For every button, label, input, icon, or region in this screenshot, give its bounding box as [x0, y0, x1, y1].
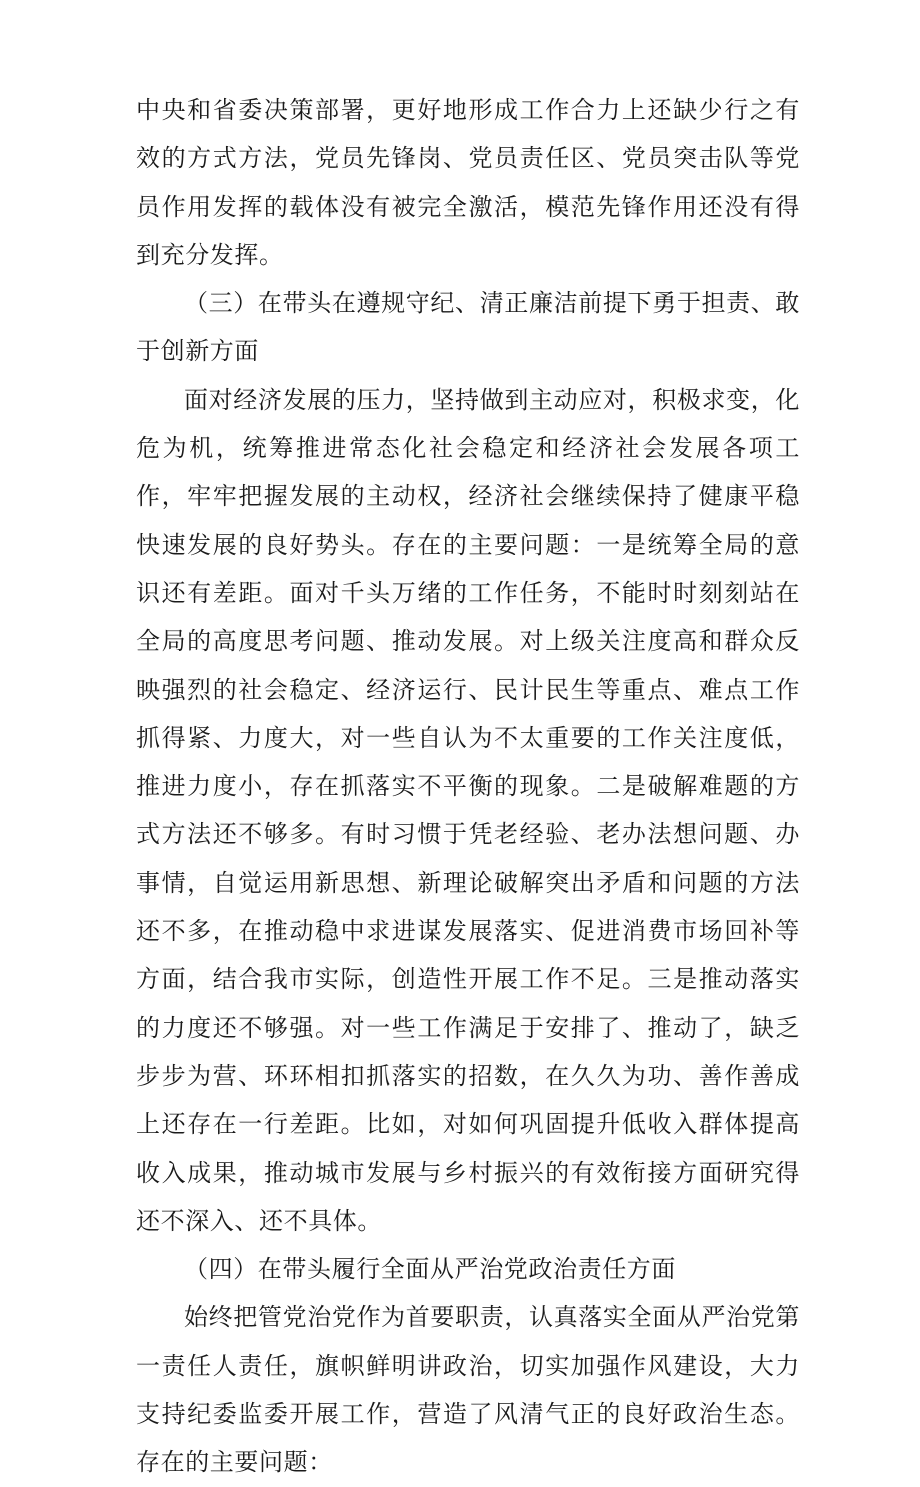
section-heading-3: （三）在带头在遵规守纪、清正廉洁前提下勇于担责、敢于创新方面 [136, 289, 800, 366]
document-body [136, 86, 800, 1487]
paragraph-section-3-body: 面对经济发展的压力，坚持做到主动应对，积极求变，化危为机，统筹推进常态化社会稳定和经济社会发展各项工作，牢牢把握发展的主动权，经济社会继续保持了健康平稳快速发展的良好势头。存在的主要问题：一是统筹全局的意识还有差距。面对千头万绪的工作任务，不能时时刻刻站在全局的高度思考问题、推动发展。对上级关注度高和群众反映强烈的社会稳定、经济运行、民计民生等重点、难点工作抓得紧、力度大，对一些自认为不太重要的工作关注度低，推进力度小，存在抓落实不平衡的现象。二是破解难题的方式方法还不够多。有时习惯于凭老经验、老办法想问题、办事情，自觉运用新思想、新理论破解突出矛盾和问题的方法还不多，在推动稳中求进谋发展落实、促进消费市场回补等方面，结合我市实际，创造性开展工作不足。三是推动落实的力度还不够强。对一些工作满足于安排了、推动了，缺乏步步为营、环环相扣抓落实的招数，在久久为功、善作善成上还存在一行差距。比如，对如何巩固提升低收入群体提高收入成果，推动城市发展与乡村振兴的有效衔接方面研究得还不深入、还不具体。 [136, 385, 800, 1235]
paragraph-continued: 中央和省委决策部署，更好地形成工作合力上还缺少行之有效的方式方法，党员先锋岗、党员责任区、党员突击队等党员作用发挥的载体没有被完全激活，模范先锋作用还没有得到充分发挥。 [136, 96, 800, 269]
paragraph-section-4-body: 始终把管党治党作为首要职责，认真落实全面从严治党第一责任人责任，旗帜鲜明讲政治，切实加强作风建设，大力支持纪委监委开展工作，营造了风清气正的良好政治生态。存在的主要问题： [136, 1303, 800, 1477]
section-heading-4: （四）在带头履行全面从严治党政治责任方面 [184, 1255, 676, 1284]
